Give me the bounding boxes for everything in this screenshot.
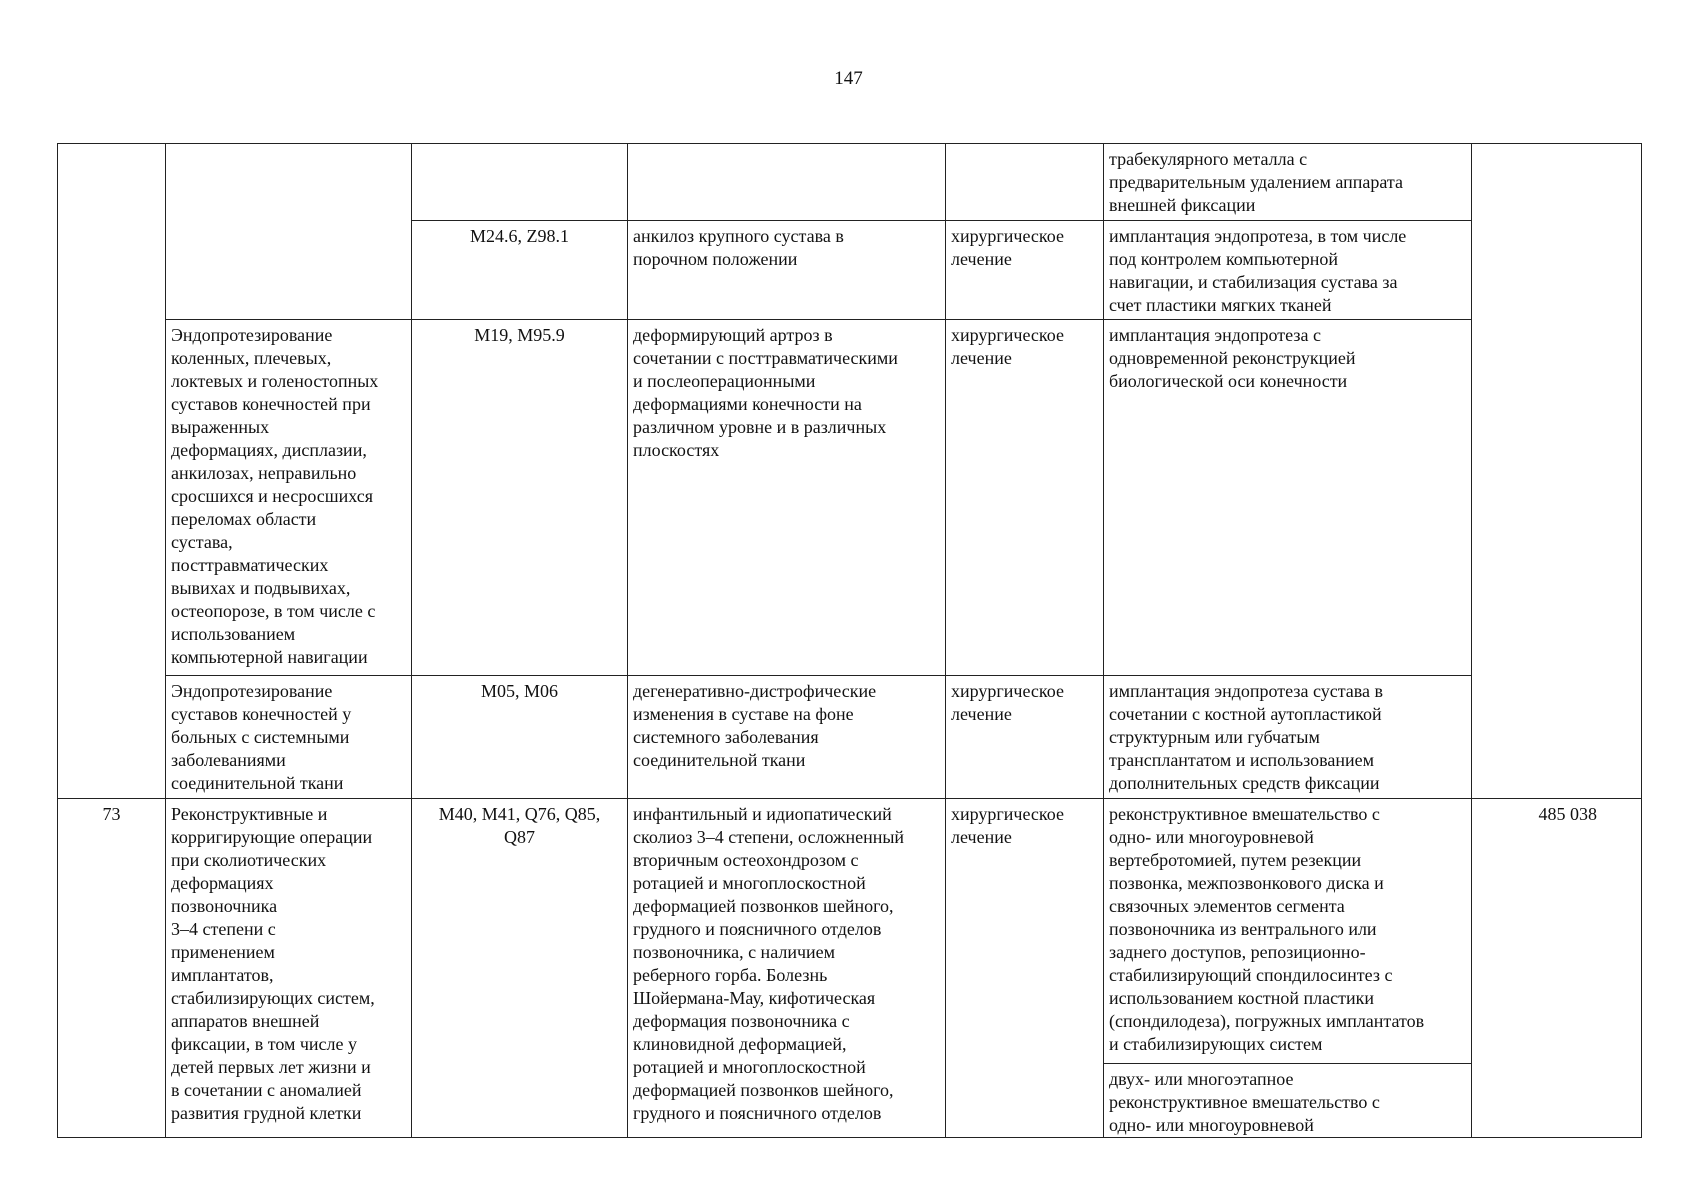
method-text: имплантация эндопротеза сустава в сочетании с костной аутопластикой структурным или губчатым трансплантатом и использованием дополнительных средств фиксации (1109, 681, 1384, 793)
method-cell (1104, 221, 1472, 320)
group-name-text: Реконструктивные и корригирующие операции при сколиотических деформациях позвоночника 3–4 степени с применением имплантатов, стабилизирующих систем, аппаратов внешней фиксации, в том числе у детей первых лет жизни и в сочетании с аномалией развития грудной клетки (171, 804, 375, 1123)
row-number-cell-empty (58, 144, 166, 799)
diagnosis-text: дегенеративно-дистрофические изменения в суставе на фоне системного заболевания соединительной ткани (633, 681, 877, 770)
codes-text: M24.6, Z98.1 (470, 226, 569, 246)
cost-cell-empty (1472, 144, 1642, 799)
codes-cell-empty (412, 144, 628, 221)
treatment-cell (946, 799, 1104, 1138)
row-number-cell (58, 799, 166, 1138)
codes-cell (412, 799, 628, 1138)
diagnosis-cell (628, 676, 946, 799)
treatment-text: хирургическое лечение (951, 681, 1064, 724)
table-row (58, 676, 1642, 799)
group-name-text: Эндопротезирование суставов конечностей у больных с системными заболеваниями соединительной ткани (171, 681, 352, 793)
group-name-cell (166, 799, 412, 1138)
table-row (58, 799, 1642, 1064)
diagnosis-text: анкилоз крупного сустава в порочном положении (633, 226, 844, 269)
codes-text: M40, M41, Q76, Q85, Q87 (438, 804, 601, 847)
treatment-cell (946, 221, 1104, 320)
cost-text: 485 038 (1538, 804, 1597, 824)
method-cell (1104, 144, 1472, 221)
treatment-cell (946, 320, 1104, 676)
diagnosis-text: деформирующий артроз в сочетании с посттравматическими и послеоперационными деформациями конечности на различном уровне и в различных плоскостях (633, 325, 898, 460)
method-text: реконструктивное вмешательство с одно- или многоуровневой вертебротомией, путем резекции позвонка, межпозвонкового диска и связочных элементов сегмента позвоночника из вентрального или заднего доступов, репозиционно- стабилизирующий спондилосинтез с использованием костной пластики (спондилодеза), погружных имплантатов и стабилизирующих систем (1109, 804, 1425, 1054)
diagnosis-cell (628, 799, 946, 1138)
group-name-cell (166, 320, 412, 676)
table-row (58, 320, 1642, 676)
table-row (58, 144, 1642, 221)
method-text: имплантация эндопротеза с одновременной реконструкцией биологической оси конечности (1109, 325, 1356, 391)
method-cell (1104, 1064, 1472, 1138)
codes-text: M19, M95.9 (474, 325, 565, 345)
treatment-cell (946, 676, 1104, 799)
method-cell (1104, 799, 1472, 1064)
diagnosis-cell-empty (628, 144, 946, 221)
procedures-table (57, 143, 1642, 1138)
method-text: двух- или многоэтапное реконструктивное вмешательство с одно- или многоуровневой (1109, 1069, 1380, 1135)
codes-cell (412, 221, 628, 320)
page-number: 147 (834, 68, 863, 89)
method-cell (1104, 320, 1472, 676)
cost-cell (1472, 799, 1642, 1138)
treatment-text: хирургическое лечение (951, 226, 1064, 269)
method-text: трабекулярного металла с предварительным удалением аппарата внешней фиксации (1109, 149, 1403, 215)
codes-cell (412, 676, 628, 799)
codes-text: M05, M06 (480, 681, 558, 701)
group-name-cell (166, 676, 412, 799)
diagnosis-cell (628, 221, 946, 320)
treatment-text: хирургическое лечение (951, 325, 1064, 368)
group-name-cell-empty (166, 144, 412, 320)
treatment-text: хирургическое лечение (951, 804, 1064, 847)
method-text: имплантация эндопротеза, в том числе под контролем компьютерной навигации, и стабилизация сустава за счет пластики мягких тканей (1109, 226, 1407, 315)
diagnosis-text: инфантильный и идиопатический сколиоз 3–4 степени, осложненный вторичным остеохондрозом с ротацией и многоплоскостной деформацией позвонков шейного, грудного и поясничного отделов позвоночника, с наличием реберного горба. Болезнь Шойермана-Мау, кифотическая деформация позвоночника с клиновидной деформацией, ротацией и многоплоскостной деформацией позвонков шейного, грудного и поясничного отделов (633, 804, 905, 1123)
group-name-text: Эндопротезирование коленных, плечевых, локтевых и голеностопных суставов конечностей при выраженных деформациях, дисплазии, анкилозах, неправильно сросшихся и несросшихся переломах области сустава, посттравматических вывихах и подвывихах, остеопорозе, в том числе с использованием компьютерной навигации (171, 325, 379, 667)
method-cell (1104, 676, 1472, 799)
treatment-cell-empty (946, 144, 1104, 221)
diagnosis-cell (628, 320, 946, 676)
row-number-text: 73 (102, 804, 121, 824)
codes-cell (412, 320, 628, 676)
